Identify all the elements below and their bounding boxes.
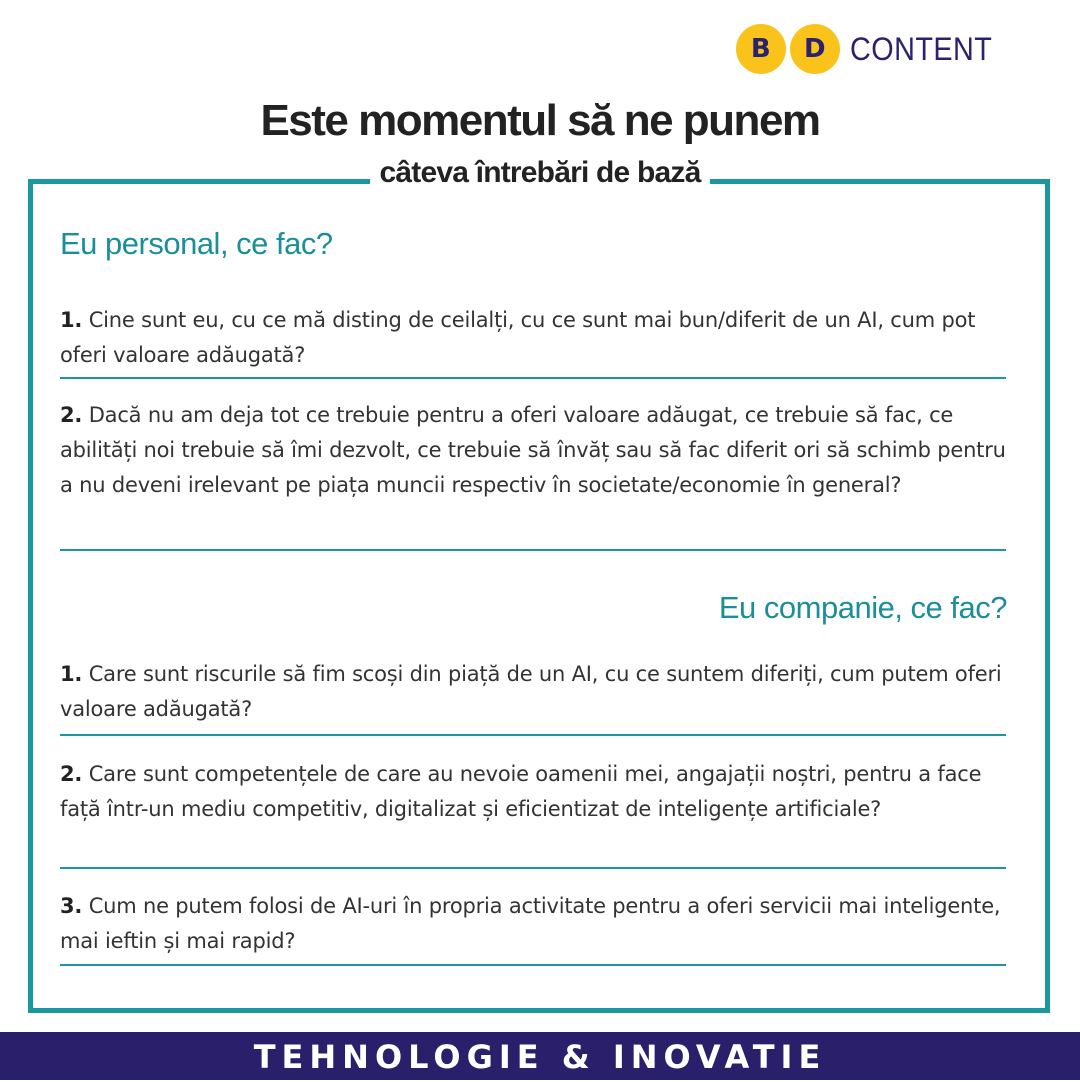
question-personal-2 [60,398,1006,503]
question-company-1 [60,657,1006,727]
question-text: Cum ne putem folosi de AI-uri în propria activitate pentru a oferi servicii mai inteligente, mai ieftin și mai rapid? [60,894,1001,953]
question-number: 2. [60,403,83,427]
question-number: 2. [60,762,83,786]
brand-logo [736,24,1008,74]
divider [60,964,1006,966]
divider [60,549,1006,551]
question-text: Care sunt riscurile să fim scoși din piață de un AI, cu ce suntem diferiți, cum putem oferi valoare adăugată? [60,662,1002,721]
footer-banner: TEHNOLOGIE & INOVATIE [0,1032,1080,1080]
question-text: Dacă nu am deja tot ce trebuie pentru a oferi valoare adăugat, ce trebuie să fac, ce abilități noi trebuie să îmi dezvolt, ce trebuie să învăț sau să fac diferit ori să schimb pentru a nu deveni irelevant pe piața muncii respectiv în societate/economie în general? [60,403,1006,497]
divider [60,867,1006,869]
question-personal-1 [60,303,1006,373]
question-company-2 [60,757,1006,827]
question-company-3 [60,889,1006,959]
logo-b-circle: B [736,24,786,74]
question-text: Care sunt competențele de care au nevoie oamenii mei, angajații noștri, pentru a face față într-un mediu competitiv, digitalizat și eficientizat de inteligențe artificiale? [60,762,982,821]
logo-d-circle: D [790,24,840,74]
divider [60,734,1006,736]
divider [60,377,1006,379]
question-text: Cine sunt eu, cu ce mă disting de ceilalți, cu ce sunt mai bun/diferit de un AI, cum pot oferi valoare adăugată? [60,308,976,367]
section-heading-personal: Eu personal, ce fac? [60,226,333,261]
question-number: 1. [60,662,83,686]
page-subtitle-text: câteva întrebări de bază [370,156,711,189]
page-title: Este momentul să ne punem [260,96,820,145]
page-subtitle [0,156,1080,190]
logo-text: CONTENT [849,30,993,67]
question-number: 3. [60,894,83,918]
question-number: 1. [60,308,83,332]
section-heading-company: Eu companie, ce fac? [718,590,1007,625]
